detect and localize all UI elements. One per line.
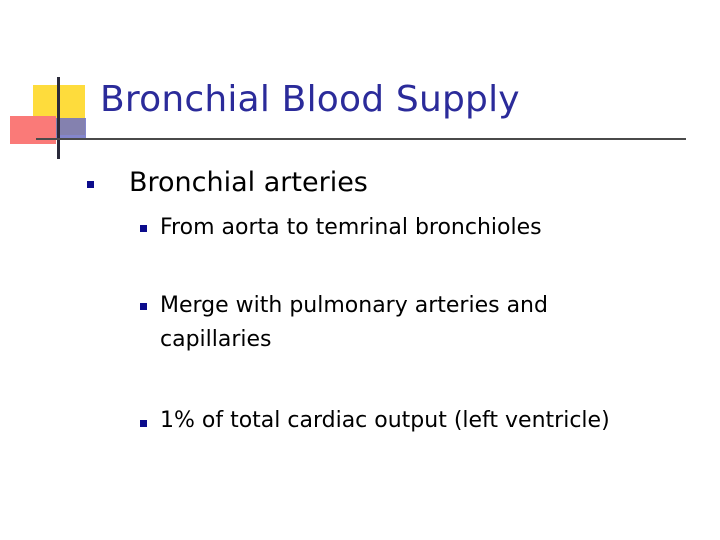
sub-bullet-text: Merge with pulmonary arteries and xyxy=(160,293,548,318)
sub-bullet-text: From aorta to temrinal bronchioles xyxy=(160,215,542,240)
sub-bullet-text-continued: capillaries xyxy=(160,327,272,352)
slide-title: Bronchial Blood Supply xyxy=(100,79,520,120)
sub-bullet-text: 1% of total cardiac output (left ventricle) xyxy=(160,408,610,433)
sub-bullet-marker-square-icon xyxy=(140,225,147,232)
ornament-vertical-line xyxy=(57,77,60,159)
ornament-blue-square xyxy=(56,118,86,140)
bullet-text: Bronchial arteries xyxy=(129,167,368,198)
title-underline xyxy=(36,138,686,140)
bullet-marker-square-icon xyxy=(87,181,94,188)
sub-bullet-marker-square-icon xyxy=(140,303,147,310)
sub-bullet-marker-square-icon xyxy=(140,420,147,427)
